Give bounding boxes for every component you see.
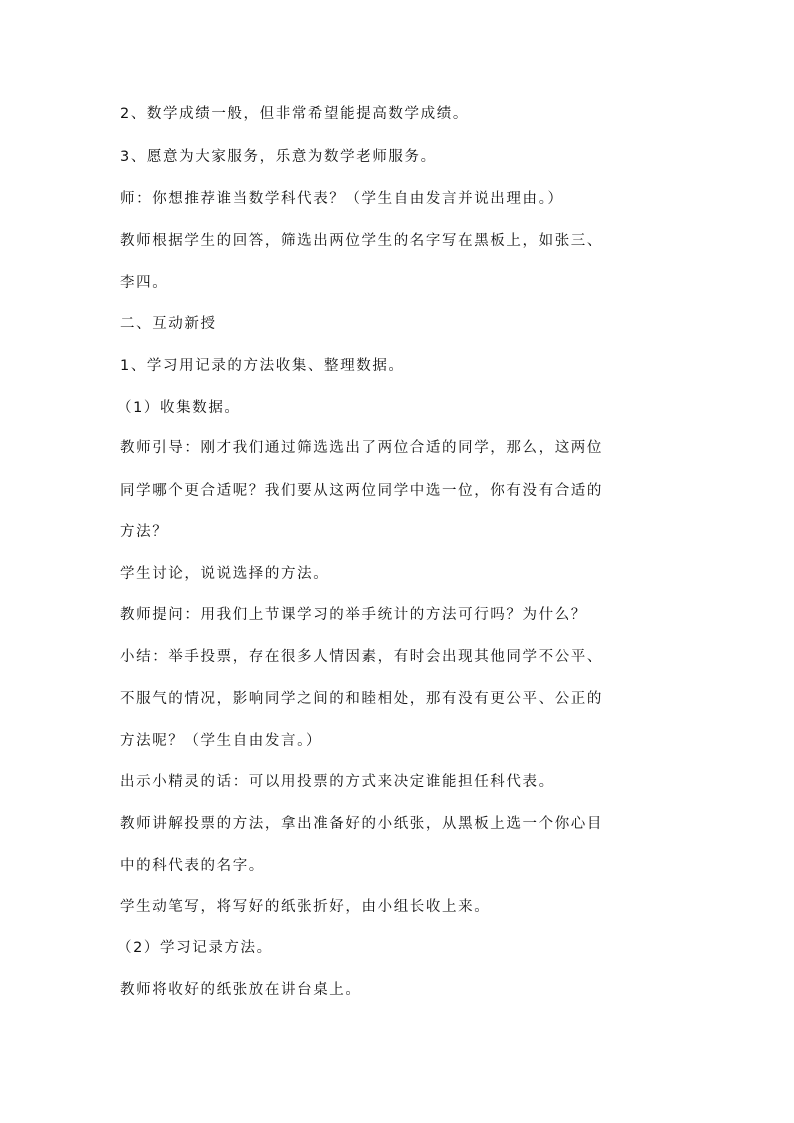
text-line: 方法？ bbox=[120, 524, 169, 540]
text-line: 教师讲解投票的方法，拿出准备好的小纸张，从黑板上选一个你心目 bbox=[120, 816, 603, 832]
text-line: 1、学习用记录的方法收集、整理数据。 bbox=[120, 358, 405, 374]
text-line: 教师根据学生的回答，筛选出两位学生的名字写在黑板上，如张三、 bbox=[120, 233, 603, 249]
text-line: 教师将收好的纸张放在讲台桌上。 bbox=[120, 982, 362, 998]
text-line: 出示小精灵的话：可以用投票的方式来决定谁能担任科代表。 bbox=[120, 774, 555, 790]
subsection-heading: （1）收集数据。 bbox=[117, 400, 241, 416]
text-line: 学生讨论，说说选择的方法。 bbox=[120, 566, 330, 582]
subsection-heading: （2）学习记录方法。 bbox=[117, 940, 273, 956]
text-line: 方法呢？（学生自由发言。） bbox=[120, 733, 323, 749]
text-line: 教师提问：用我们上节课学习的举手统计的方法可行吗？为什么？ bbox=[120, 607, 587, 623]
section-heading: 二、互动新授 bbox=[120, 316, 217, 332]
text-line: 中的科代表的名字。 bbox=[120, 858, 265, 874]
text-line: 学生动笔写，将写好的纸张折好，由小组长收上来。 bbox=[120, 899, 491, 915]
text-line: 小结：举手投票，存在很多人情因素，有时会出现其他同学不公平、 bbox=[120, 649, 603, 665]
text-line: 李四。 bbox=[120, 275, 169, 291]
text-line: 2、数学成绩一般，但非常希望能提高数学成绩。 bbox=[120, 106, 469, 122]
text-line: 同学哪个更合适呢？我们要从这两位同学中选一位，你有没有合适的 bbox=[120, 483, 603, 499]
text-line: 教师引导：刚才我们通过筛选选出了两位合适的同学，那么，这两位 bbox=[120, 440, 603, 456]
text-line: 3、愿意为大家服务，乐意为数学老师服务。 bbox=[120, 149, 437, 165]
text-line: 师：你想推荐谁当数学科代表？（学生自由发言并说出理由。） bbox=[120, 191, 564, 207]
text-line: 不服气的情况，影响同学之间的和睦相处，那有没有更公平、公正的 bbox=[120, 691, 603, 707]
